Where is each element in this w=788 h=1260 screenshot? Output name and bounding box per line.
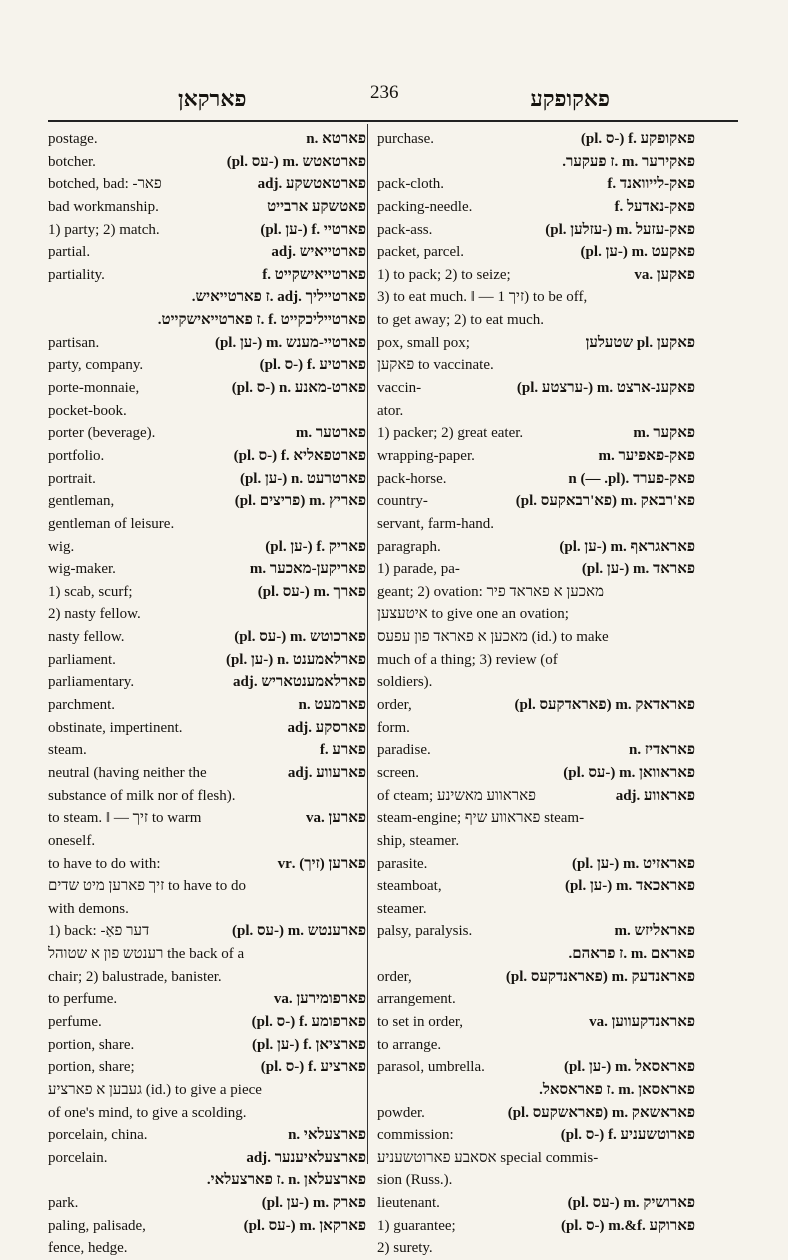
entry-line	[377, 354, 695, 377]
entry-english: זיך פארען מיט שדים to have to do	[48, 878, 246, 895]
entry-line	[377, 853, 695, 876]
entry-english: parasite.	[377, 855, 428, 872]
entry-english: to get away; 2) to eat much.	[377, 312, 545, 329]
entry-line	[48, 762, 366, 785]
entry-line	[377, 626, 695, 649]
entry-english: רענטש פון א שטוהל the back of a	[48, 946, 245, 963]
entry-headword: פארטיי‑מענש .m (‑ען .pl)	[214, 334, 366, 351]
entry-headword: פארטאטשקע .adj	[257, 176, 366, 193]
entry-headword: פארטייאיש .adj	[271, 244, 366, 261]
page-number: 236	[370, 82, 399, 103]
entry-line	[377, 1169, 695, 1192]
entry-english: paling, palisade,	[48, 1217, 146, 1234]
entry-english: איטעצען to give one an ovation;	[377, 606, 569, 623]
entry-line	[377, 1192, 695, 1215]
entry-line	[377, 1011, 695, 1034]
entry-english: ator.	[377, 402, 404, 419]
entry-headword: פארלאמענטאריש .adj	[232, 674, 366, 691]
entry-english: 1) party; 2) match.	[48, 221, 160, 238]
entry-english: wig-maker.	[48, 561, 116, 578]
entry-english: paragraph.	[377, 538, 441, 555]
entry-line	[377, 1079, 695, 1102]
entry-headword: פארט‑מאנע .n (‑ס .pl)	[231, 380, 366, 397]
entry-line	[48, 649, 366, 672]
entry-line	[377, 377, 695, 400]
entry-english: ship, steamer.	[377, 832, 460, 849]
entry-english: bad workmanship.	[48, 198, 159, 215]
entry-line	[48, 377, 366, 400]
entry-line	[48, 807, 366, 830]
entry-english: of one's mind, to give a scolding.	[48, 1104, 247, 1121]
entry-english: to steam. ‖ — זיך to warm	[48, 810, 202, 827]
entry-line	[48, 830, 366, 853]
entry-headword: פארוקע .m.&f (‑ס .pl)	[560, 1217, 695, 1234]
entry-line	[377, 603, 695, 626]
entry-line	[377, 717, 695, 740]
entry-headword: פאראכאד .m (‑ען .pl)	[564, 878, 695, 895]
entry-english: parasol, umbrella.	[377, 1059, 485, 1076]
entry-line	[48, 694, 366, 717]
entry-headword: פארפומע .f (‑ס .pl)	[251, 1013, 366, 1030]
entry-headword: פאריץ .m (פריצים .pl)	[234, 493, 366, 510]
entry-line	[48, 1192, 366, 1215]
entry-headword: פאראדאק .m (פאראדקעס .pl)	[514, 697, 695, 714]
entry-line	[377, 151, 695, 174]
entry-line	[48, 1124, 366, 1147]
entry-line	[48, 671, 366, 694]
entry-headword: פאראשאק .m (פאראשקעס .pl)	[507, 1104, 695, 1121]
entry-line	[377, 422, 695, 445]
running-header	[48, 82, 742, 116]
entry-line	[377, 1034, 695, 1057]
right-column	[377, 128, 695, 1260]
entry-line	[377, 649, 695, 672]
entry-line	[48, 785, 366, 808]
entry-english: 2) nasty fellow.	[48, 606, 141, 623]
entry-english: botcher.	[48, 153, 96, 170]
entry-english: packing-needle.	[377, 198, 473, 215]
entry-line	[48, 219, 366, 242]
entry-line	[48, 943, 366, 966]
entry-line	[48, 286, 366, 309]
entry-headword: פאראנדקעווען .va	[589, 1013, 695, 1030]
entry-headword: פארענטש .m (‑עס .pl)	[232, 923, 366, 940]
entry-line	[48, 626, 366, 649]
header-right-word: פאקופקע	[530, 86, 610, 111]
entry-english: palsy, paralysis.	[377, 923, 473, 940]
entry-headword: פארצעלאי .n	[288, 1127, 366, 1144]
entry-english: partial.	[48, 244, 91, 261]
entry-headword: פאריק .f (‑ען .pl)	[265, 538, 366, 555]
entry-line	[377, 581, 695, 604]
entry-english: postage.	[48, 131, 98, 147]
entry-english: parliamentary.	[48, 674, 135, 691]
entry-headword: פאק‑לייוואנד .f	[607, 176, 695, 193]
entry-english: screen.	[377, 764, 420, 781]
entry-line	[48, 264, 366, 287]
entry-line	[48, 1102, 366, 1125]
entry-headword: פארושיק .m (‑עס .pl)	[567, 1195, 695, 1212]
entry-headword: פארטיע .f (‑ס .pl)	[259, 357, 366, 374]
entry-line	[377, 128, 695, 151]
entry-headword: פארטייליך .adj .ז פארטייאיש.	[191, 289, 366, 306]
entry-line	[377, 830, 695, 853]
entry-line	[377, 988, 695, 1011]
entry-line	[48, 920, 366, 943]
entry-english: vaccin-	[377, 380, 422, 397]
entry-english: substance of milk nor of flesh).	[48, 787, 236, 804]
entry-headword: פאראליזש .m	[614, 923, 695, 940]
entry-line	[377, 1056, 695, 1079]
column-separator	[367, 124, 368, 1164]
entry-headword: פארטיי .f (‑ען .pl)	[260, 221, 366, 238]
entry-english: אסאבע פארוטשעניע special commis-	[377, 1149, 599, 1166]
entry-headword: פאקענ‑ארצט .m (‑ערצטע .pl)	[516, 380, 695, 397]
entry-english: 1) parade, pa-	[377, 561, 460, 578]
entry-english: parliament.	[48, 651, 116, 668]
entry-line	[48, 1237, 366, 1260]
entry-english: געבען א פארציע (id.) to give a piece	[48, 1081, 262, 1098]
entry-line	[48, 354, 366, 377]
entry-headword: פאראוואן .m (‑עס .pl)	[563, 764, 695, 781]
entry-line	[377, 490, 695, 513]
entry-line	[48, 151, 366, 174]
entry-english: botched, bad: ‑פאר	[48, 176, 162, 193]
entry-headword: פארלאמענט .n (‑ען .pl)	[225, 651, 366, 668]
entry-headword: פארטער .m	[295, 425, 366, 442]
entry-line	[377, 196, 695, 219]
entry-line	[48, 875, 366, 898]
entry-english: 1) back: ‑דער פאַ	[48, 923, 150, 940]
entry-english: soldiers).	[377, 674, 433, 691]
entry-line	[377, 1147, 695, 1170]
entry-headword: פארוטשעניע .f (‑ס .pl)	[560, 1127, 695, 1144]
entry-english: pack-horse.	[377, 470, 447, 487]
entry-line	[48, 196, 366, 219]
entry-headword: פאק‑פאפיער .m	[598, 447, 695, 464]
entry-english: geant; 2) ovation: מאכען א פאראד פיר	[377, 583, 604, 600]
entry-line	[377, 445, 695, 468]
entry-english: portion, share;	[48, 1059, 135, 1076]
entry-headword: פאראזיט .m (‑ען .pl)	[571, 855, 695, 872]
entry-line	[48, 603, 366, 626]
entry-english: steam.	[48, 742, 87, 759]
entry-line	[48, 513, 366, 536]
entry-line	[377, 558, 695, 581]
entry-line	[48, 558, 366, 581]
entry-line	[48, 1034, 366, 1057]
entry-line	[48, 1215, 366, 1238]
entry-line	[377, 513, 695, 536]
entry-english: paradise.	[377, 742, 431, 759]
entry-english: chair; 2) balustrade, banister.	[48, 968, 222, 985]
entry-headword: פא'רבאק .m (פא'רבאקעס .pl)	[515, 493, 695, 510]
entry-english: partisan.	[48, 334, 100, 351]
entry-english: pocket-book.	[48, 402, 127, 419]
entry-english: to set in order,	[377, 1013, 464, 1030]
entry-headword: פאקען .va	[634, 266, 695, 283]
entry-headword: פארסקע .adj	[287, 719, 366, 736]
left-column	[48, 128, 366, 1260]
entry-english: 1) scab, scurf;	[48, 583, 133, 600]
entry-headword: פאראד .m (‑ען .pl)	[581, 561, 695, 578]
entry-english: purchase.	[377, 131, 435, 147]
entry-english: pack-cloth.	[377, 176, 445, 193]
entry-english: 1) to pack; 2) to seize;	[377, 266, 511, 283]
entry-english: commission:	[377, 1127, 454, 1144]
entry-line	[48, 739, 366, 762]
entry-headword: פארטא .n	[306, 131, 366, 147]
entry-english: wrapping-paper.	[377, 447, 475, 464]
entry-english: gentleman of leisure.	[48, 515, 175, 532]
entry-english: oneself.	[48, 832, 96, 849]
entry-headword: פאראדיז .n	[629, 742, 695, 759]
entry-line	[377, 173, 695, 196]
entry-line	[377, 1124, 695, 1147]
entry-headword: פאק‑נאדעל .f	[614, 198, 695, 215]
entry-line	[377, 332, 695, 355]
entry-headword: פאראם .m .ז פראהם.	[568, 946, 695, 963]
entry-line	[377, 807, 695, 830]
entry-headword: פארקאן .m (‑עס .pl)	[243, 1217, 366, 1234]
entry-english: 2) surety.	[377, 1240, 433, 1257]
entry-headword: פארעווע .adj	[287, 764, 366, 781]
entry-line	[48, 1011, 366, 1034]
entry-english: pack-ass.	[377, 221, 433, 238]
entry-headword: פאקעט .m (‑ען .pl)	[580, 244, 695, 261]
entry-headword: פארען (זיך) .vr	[277, 855, 366, 872]
entry-english: porter (beverage).	[48, 425, 156, 442]
entry-headword: פאראסאן .m .ז פאראסאל.	[539, 1081, 695, 1098]
entry-english: servant, farm-hand.	[377, 515, 495, 532]
entry-line	[377, 219, 695, 242]
entry-english: partiality.	[48, 266, 105, 283]
entry-headword: פאקירער .m .ז פעקער.	[562, 153, 695, 170]
entry-english: portion, share.	[48, 1036, 135, 1053]
entry-english: arrangement.	[377, 991, 456, 1008]
entry-english: porte-monnaie,	[48, 380, 140, 397]
entry-headword: פארצעלאן .n .ז פארצעלאי.	[206, 1172, 366, 1189]
entry-line	[48, 853, 366, 876]
entry-english: lieutenant.	[377, 1195, 440, 1212]
entry-headword: פאק‑עזעל .m (‑עזלען .pl)	[545, 221, 695, 238]
entry-english: portfolio.	[48, 447, 105, 464]
entry-headword: פארמעט .n	[298, 697, 366, 714]
entry-headword: פארציע .f (‑ס .pl)	[260, 1059, 366, 1076]
entry-line	[377, 671, 695, 694]
entry-line	[48, 241, 366, 264]
entry-line	[377, 694, 695, 717]
entry-headword: פארטאטש .m (‑עס .pl)	[226, 153, 366, 170]
entry-headword: פאקען .pl שטעלען	[585, 334, 695, 351]
entry-line	[48, 1147, 366, 1170]
entry-line	[48, 536, 366, 559]
entry-headword: פארציאן .f (‑ען .pl)	[252, 1036, 366, 1053]
entry-headword: פאק‑פערד .n (— .pl)	[568, 470, 695, 487]
entry-english: steam-engine; פאראווע שיף steam-	[377, 810, 585, 827]
entry-headword: פאריקען‑מאכער .m	[249, 561, 366, 578]
entry-line	[48, 717, 366, 740]
entry-english: with demons.	[48, 900, 129, 917]
entry-english: much of a thing; 3) review (of	[377, 651, 558, 668]
entry-line	[377, 400, 695, 423]
entry-line	[48, 898, 366, 921]
header-left-word: פארקאן	[178, 86, 247, 111]
entry-headword: פארטרעט .n (‑ען .pl)	[239, 470, 366, 487]
entry-english: steamer.	[377, 900, 427, 917]
entry-english: order,	[377, 968, 412, 985]
entry-english: steamboat,	[377, 878, 442, 895]
entry-english: obstinate, impertinent.	[48, 719, 183, 736]
entry-english: פאקען to vaccinate.	[377, 357, 494, 374]
entry-line	[377, 943, 695, 966]
entry-english: park.	[48, 1195, 79, 1212]
entry-line	[377, 966, 695, 989]
entry-english: wig.	[48, 538, 75, 555]
entry-headword: פארך .m (‑עס .pl)	[257, 583, 366, 600]
entry-english: form.	[377, 719, 410, 736]
entry-english: porcelain, china.	[48, 1127, 148, 1144]
entry-line	[377, 1215, 695, 1238]
entry-english: 1) packer; 2) great eater.	[377, 425, 524, 442]
entry-line	[377, 898, 695, 921]
entry-line	[48, 445, 366, 468]
entry-line	[377, 1237, 695, 1260]
entry-line	[48, 422, 366, 445]
entry-english: fence, hedge.	[48, 1240, 128, 1257]
entry-english: neutral (having neither the	[48, 764, 207, 781]
entry-english: perfume.	[48, 1013, 102, 1030]
entry-line	[377, 920, 695, 943]
entry-line	[377, 536, 695, 559]
entry-english: porcelain.	[48, 1149, 108, 1166]
entry-english: powder.	[377, 1104, 425, 1121]
entry-english: gentleman,	[48, 493, 115, 510]
entry-line	[377, 286, 695, 309]
entry-line	[48, 332, 366, 355]
entry-line	[48, 988, 366, 1011]
entry-english: to arrange.	[377, 1036, 442, 1053]
entry-headword: פארק .m (‑ען .pl)	[261, 1195, 366, 1212]
entry-headword: פאראווע .adj	[615, 787, 695, 804]
entry-headword: פאראגראף .m (‑ען .pl)	[559, 538, 695, 555]
entry-line	[48, 1056, 366, 1079]
entry-headword: פארטייליכקייט .f .ז פארטייאישקייט.	[157, 312, 366, 329]
entry-english: sion (Russ.).	[377, 1172, 453, 1189]
entry-headword: פאראנדעק .m (פאראנדקעס .pl)	[505, 968, 695, 985]
entry-english: nasty fellow.	[48, 629, 125, 646]
entry-english: country-	[377, 493, 428, 510]
entry-line	[377, 762, 695, 785]
entry-headword: פאטשקע ארבייט	[267, 198, 366, 215]
entry-english: parchment.	[48, 697, 116, 714]
entry-line	[377, 309, 695, 332]
entry-english: מאכען א פאראד פון עפעס (id.) to make	[377, 629, 609, 646]
entry-english: party, company.	[48, 357, 144, 374]
entry-english: pox, small pox;	[377, 334, 470, 351]
entry-line	[48, 1079, 366, 1102]
header-rule	[48, 120, 738, 122]
entry-english: portrait.	[48, 470, 96, 487]
entry-headword: פארען .va	[306, 810, 366, 827]
entry-english: to perfume.	[48, 991, 118, 1008]
entry-line	[48, 490, 366, 513]
entry-line	[48, 966, 366, 989]
entry-line	[48, 173, 366, 196]
entry-line	[377, 468, 695, 491]
entry-headword: פארטפאליא .f (‑ס .pl)	[233, 447, 366, 464]
entry-english: 1) guarantee;	[377, 1217, 456, 1234]
entry-line	[377, 241, 695, 264]
entry-line	[48, 581, 366, 604]
entry-headword: פאקער .m	[633, 425, 695, 442]
entry-headword: פארפומירען .va	[273, 991, 366, 1008]
entry-headword: פארכוטש .m (‑עס .pl)	[234, 629, 366, 646]
entry-line	[377, 264, 695, 287]
entry-english: order,	[377, 697, 412, 714]
entry-line	[48, 1169, 366, 1192]
entry-english: 3) to eat much. ‖ — זיך 1) to be off,	[377, 289, 588, 306]
entry-headword: פארע .f	[319, 742, 366, 759]
entry-line	[377, 1102, 695, 1125]
entry-headword: פארטייאישקייט .f	[262, 266, 366, 283]
entry-line	[48, 400, 366, 423]
entry-line	[377, 739, 695, 762]
entry-english: to have to do with:	[48, 855, 161, 872]
entry-line	[48, 309, 366, 332]
entry-line	[377, 785, 695, 808]
entry-line	[377, 875, 695, 898]
entry-line	[48, 128, 366, 151]
entry-headword: פאראסאל .m (‑ען .pl)	[563, 1059, 695, 1076]
entry-english: packet, parcel.	[377, 244, 465, 261]
entry-headword: פארצעלאיענער .adj	[246, 1149, 366, 1166]
entry-english: of cteam; פאראווע מאשינע	[377, 787, 536, 804]
entry-line	[48, 468, 366, 491]
entry-headword: פאקופקע .f (‑ס .pl)	[580, 131, 695, 147]
